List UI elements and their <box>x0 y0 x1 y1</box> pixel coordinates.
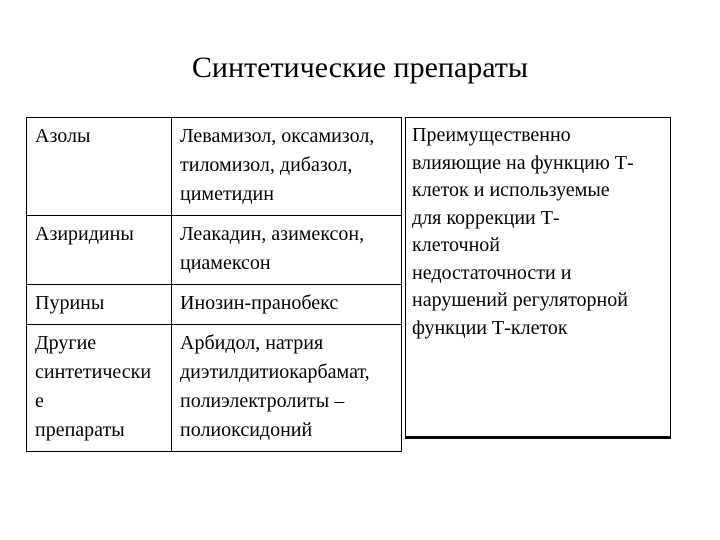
drugs-cell: Левамизол, оксамизол, тиломизол, дибазол, циметидин <box>172 118 402 216</box>
group-cell: Азиридины <box>27 216 172 285</box>
table-row <box>27 325 402 452</box>
table-row <box>27 216 402 285</box>
drugs-cell: Леакадин, азимексон, циамексон <box>172 216 402 285</box>
group-cell: Азолы <box>27 118 172 216</box>
table-row <box>27 118 402 216</box>
note-box: Преимущественно влияющие на функцию Т- клеток и используемые для коррекции Т- клеточной недостаточности и нарушений регуляторной функции Т-клеток <box>405 117 671 439</box>
group-cell: Пурины <box>27 285 172 325</box>
group-cell: Другие синтетически е препараты <box>27 325 172 452</box>
drugs-table <box>26 117 402 452</box>
drugs-cell: Арбидол, натрия диэтилдитиокарбамат, полиэлектролиты – полиоксидоний <box>172 325 402 452</box>
drugs-cell: Инозин-пранобекс <box>172 285 402 325</box>
table-row <box>27 285 402 325</box>
page-title: Синтетические препараты <box>191 51 529 84</box>
